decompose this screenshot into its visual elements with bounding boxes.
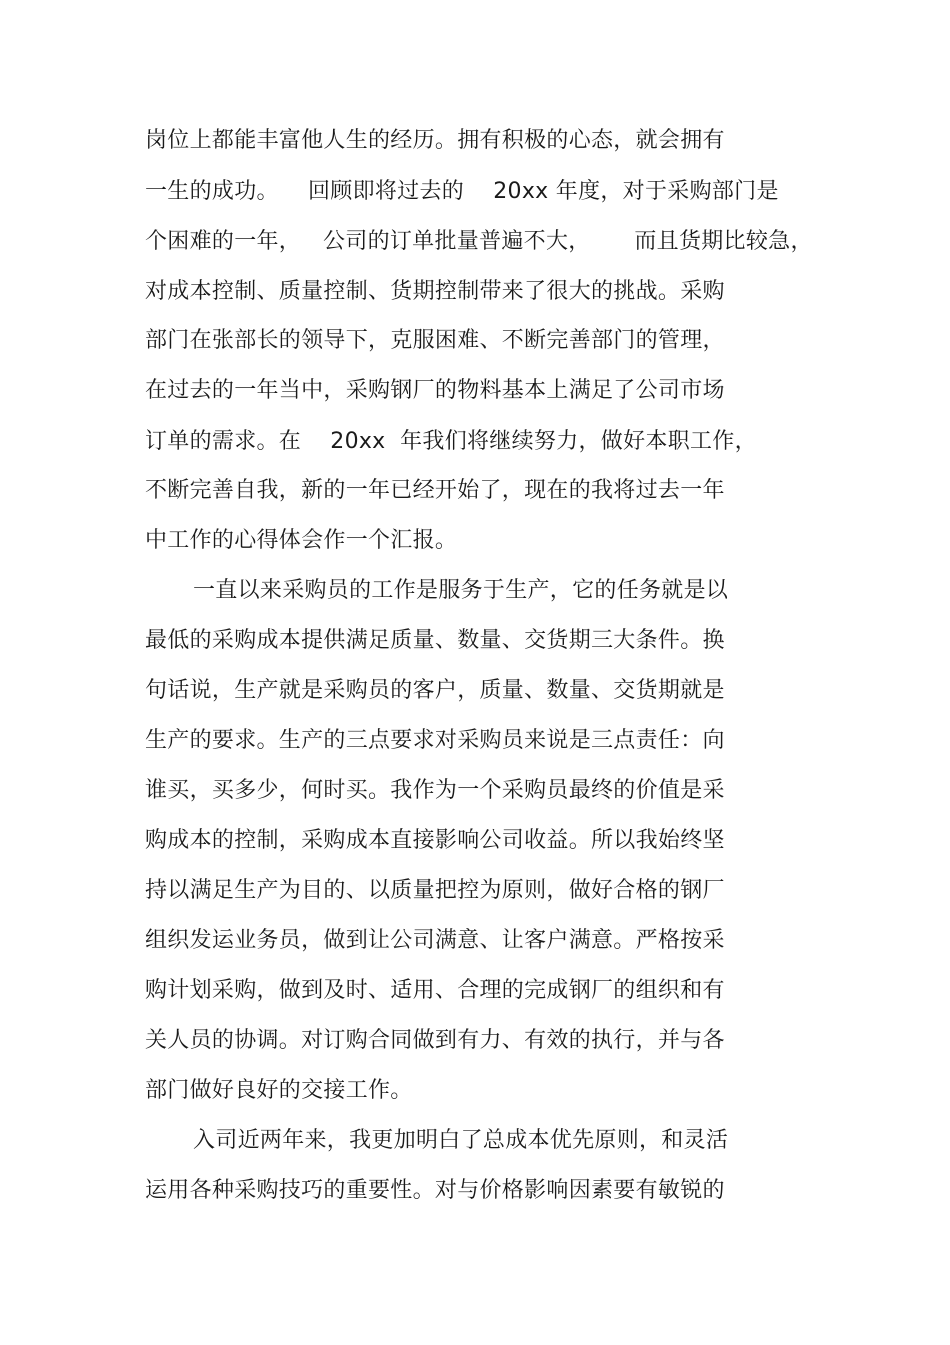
text-line: 组织发运业务员，做到让公司满意、让客户满意。严格按采	[145, 928, 725, 953]
text-line: 关人员的协调。对订购合同做到有力、有效的执行，并与各	[145, 1028, 725, 1053]
text-line: 购计划采购，做到及时、适用、合理的完成钢厂的组织和有	[145, 978, 725, 1003]
text-line: 部门做好良好的交接工作。	[145, 1078, 413, 1103]
text-line: 部门在张部长的领导下，克服困难、不断完善部门的管理，	[145, 328, 725, 353]
text-line: 最低的采购成本提供满足质量、数量、交货期三大条件。换	[145, 628, 725, 653]
text-line: 一生的成功。 回顾即将过去的 20xx 年度，对于采购部门是	[145, 179, 779, 204]
text-line: 购成本的控制，采购成本直接影响公司收益。所以我始终坚	[145, 828, 725, 853]
text-line: 句话说，生产就是采购员的客户，质量、数量、交货期就是	[145, 678, 725, 703]
paragraph-first-line: 入司近两年来，我更加明白了总成本优先原则，和灵活	[193, 1128, 729, 1153]
text-line: 中工作的心得体会作一个汇报。	[145, 528, 458, 553]
text-line: 订单的需求。在 20xx 年我们将继续努力，做好本职工作，	[145, 429, 757, 454]
text-line: 在过去的一年当中，采购钢厂的物料基本上满足了公司市场	[145, 378, 725, 403]
text-line: 岗位上都能丰富他人生的经历。拥有积极的心态，就会拥有	[145, 128, 725, 153]
text-line: 生产的要求。生产的三点要求对采购员来说是三点责任：向	[145, 728, 725, 753]
text-line: 对成本控制、质量控制、货期控制带来了很大的挑战。采购	[145, 279, 725, 304]
paragraph-first-line: 一直以来采购员的工作是服务于生产，它的任务就是以	[193, 578, 729, 603]
text-line: 不断完善自我，新的一年已经开始了，现在的我将过去一年	[145, 478, 725, 503]
text-line: 运用各种采购技巧的重要性。对与价格影响因素要有敏锐的	[145, 1178, 725, 1203]
text-line: 持以满足生产为目的、以质量把控为原则，做好合格的钢厂	[145, 878, 725, 903]
text-line: 谁买，买多少，何时买。我作为一个采购员最终的价值是采	[145, 778, 725, 803]
text-line: 个困难的一年， 公司的订单批量普遍不大， 而且货期比较急，	[145, 229, 813, 254]
